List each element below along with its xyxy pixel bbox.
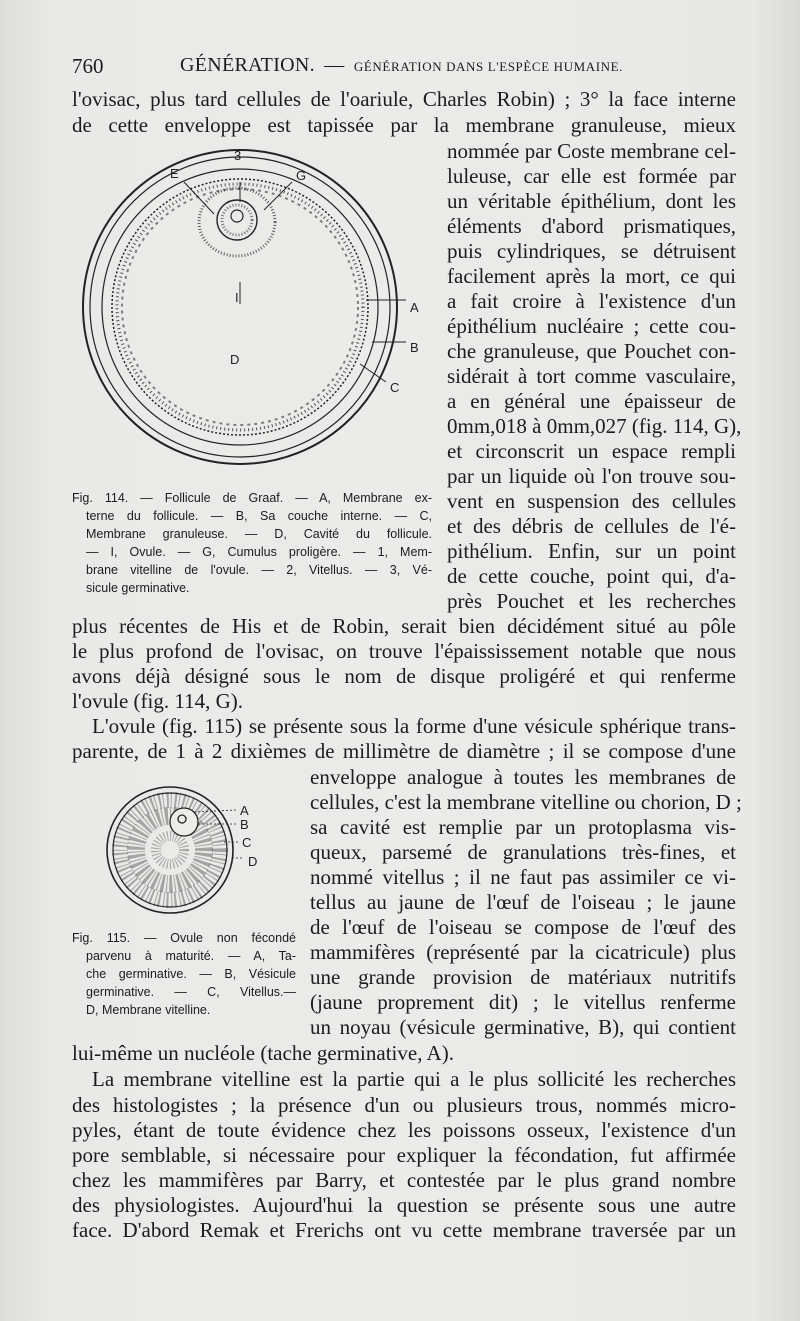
fig115-caption-line: che germinative. — B, Vésicule <box>86 967 296 981</box>
text-line: che granuleuse, que Pouchet con- <box>447 339 736 363</box>
fig114-label-C: C <box>390 380 400 395</box>
text-line: de l'œuf de l'oiseau se compose de l'œuf des <box>310 915 736 939</box>
text-line: plus récentes de His et de Robin, serait bien décidément situé au pôle <box>72 614 736 638</box>
text-line-indent: La membrane vitelline est la partie qui a le plus sollicité les recherches <box>92 1067 736 1091</box>
text-line: des physiologistes. Aujourd'hui la question se présente sous une autre <box>72 1193 736 1217</box>
fig114-caption-line: brane vitelline de l'ovule. — 2, Vitellus. — 3, Vé- <box>86 563 432 577</box>
fig114-label-3: 3 <box>234 148 242 163</box>
text-line: pore semblable, si nécessaire pour expliquer la fécondation, fut affirmée <box>72 1143 736 1167</box>
running-header <box>72 54 736 84</box>
fig115-label-C: C <box>242 835 252 850</box>
fig115-label-D: D <box>248 854 258 869</box>
fig114-caption-line: Fig. 114. — Follicule de Graaf. — A, Membrane ex- <box>72 491 432 505</box>
text-line: de cette enveloppe est tapissée par la membrane granuleuse, mieux <box>72 113 736 137</box>
text-line: (jaune proprement dit) ; le vitellus renferme <box>310 990 736 1014</box>
text-line: avons déjà désigné sous le nom de disque proligéré et qui renferme <box>72 664 736 688</box>
fig115-caption-line: germinative. — C, Vitellus.— <box>86 985 296 999</box>
text-line: sidérait à tort comme vasculaire, <box>447 364 736 388</box>
text-line: éléments d'abord prismatiques, <box>447 214 736 238</box>
text-line: luleuse, car elle est formée par <box>447 164 736 188</box>
figure-115-ovule <box>98 786 278 916</box>
text-line: vent en suspension des cellules <box>447 489 736 513</box>
text-line: épithélium nucléaire ; cette cou- <box>447 314 736 338</box>
text-line: de cette couche, point qui, d'a- <box>447 564 736 588</box>
fig114-caption-line: terne du follicule. — B, Sa couche interne. — C, <box>86 509 432 523</box>
text-line: une grande provision de matériaux nutritifs <box>310 965 736 989</box>
text-line: le plus profond de l'ovisac, on trouve l'épaississement notable que nous <box>72 639 736 663</box>
fig114-caption-line: Membrane granuleuse. — D, Cavité du follicule. <box>86 527 432 541</box>
text-line: a fait croire à l'existence d'un <box>447 289 736 313</box>
fig114-label-A: A <box>410 300 419 315</box>
text-line: un véritable épithélium, dont les <box>447 189 736 213</box>
text-line: des histologistes ; la présence d'un ou plusieurs trous, nommés micro- <box>72 1093 736 1117</box>
text-line: tellus au jaune de l'œuf de l'oiseau ; le jaune <box>310 890 736 914</box>
text-line: l'ovisac, plus tard cellules de l'oariule, Charles Robin) ; 3° la face interne <box>72 87 736 111</box>
fig114-label-E: E <box>170 166 179 181</box>
text-line: queux, parsemé de granulations très-fines, et <box>310 840 736 864</box>
page-number: 760 <box>72 54 104 78</box>
fig115-caption-line: D, Membrane vitelline. <box>86 1003 211 1017</box>
text-line: a en général une épaisseur de <box>447 389 736 413</box>
figure-114-follicle <box>74 142 454 487</box>
fig114-caption-line: — I, Ovule. — G, Cumulus proligère. — 1, Mem- <box>86 545 432 559</box>
text-line: nommée par Coste membrane cel- <box>447 139 736 163</box>
running-title <box>180 54 623 77</box>
text-line: nommé vitellus ; il ne faut pas assimiler ce vi- <box>310 865 736 889</box>
text-line: face. D'abord Remak et Frerichs ont vu cette membrane traversée par un <box>72 1218 736 1242</box>
text-line: et des débris de cellules de l'é- <box>447 514 736 538</box>
text-line: lui-même un nucléole (tache germinative, A). <box>72 1041 454 1065</box>
text-line: un noyau (vésicule germinative, B), qui contient <box>310 1015 736 1039</box>
title-dash: — <box>324 54 345 76</box>
text-line: l'ovule (fig. 114, G). <box>72 689 243 713</box>
fig115-caption-line: parvenu à maturité. — A, Ta- <box>86 949 296 963</box>
fig115-label-B: B <box>240 817 249 832</box>
fig114-caption-line: sicule germinative. <box>86 581 190 595</box>
text-line: mammifères (représenté par la cicatricule) plus <box>310 940 736 964</box>
text-line: par un liquide où l'on trouve sou- <box>447 464 736 488</box>
text-line: et circonscrit un espace rempli <box>447 439 736 463</box>
chapter-title: GÉNÉRATION. <box>180 54 315 76</box>
text-line: pyles, étant de toute évidence chez les poissons osseux, l'existence d'un <box>72 1118 736 1142</box>
text-line: pithélium. Enfin, sur un point <box>447 539 736 563</box>
fig114-label-D: D <box>230 352 240 367</box>
fig114-label-G: G <box>296 168 307 183</box>
fig114-label-I: I <box>235 290 239 305</box>
text-line: cellules, c'est la membrane vitelline ou chorion, D ; <box>310 790 742 814</box>
text-line: sa cavité est remplie par un protoplasma vis- <box>310 815 736 839</box>
fig115-label-A: A <box>240 803 249 818</box>
text-line: puis cylindriques, se détruisent <box>447 239 736 263</box>
section-title: GÉNÉRATION DANS L'ESPÈCE HUMAINE. <box>353 59 624 74</box>
text-line: parente, de 1 à 2 dixièmes de millimètre de diamètre ; il se compose d'une <box>72 739 736 763</box>
text-line: facilement après la mort, ce qui <box>447 264 736 288</box>
text-line: enveloppe analogue à toutes les membranes de <box>310 765 736 789</box>
text-line-indent: L'ovule (fig. 115) se présente sous la forme d'une vésicule sphérique trans- <box>92 714 736 738</box>
text-line: près Pouchet et les recherches <box>447 589 736 613</box>
text-line: chez les mammifères par Barry, et contestée par le plus grand nombre <box>72 1168 736 1192</box>
fig114-label-B: B <box>410 340 419 355</box>
text-line: 0mm,018 à 0mm,027 (fig. 114, G), <box>447 414 742 438</box>
fig115-caption-line: Fig. 115. — Ovule non fécondé <box>72 931 296 945</box>
